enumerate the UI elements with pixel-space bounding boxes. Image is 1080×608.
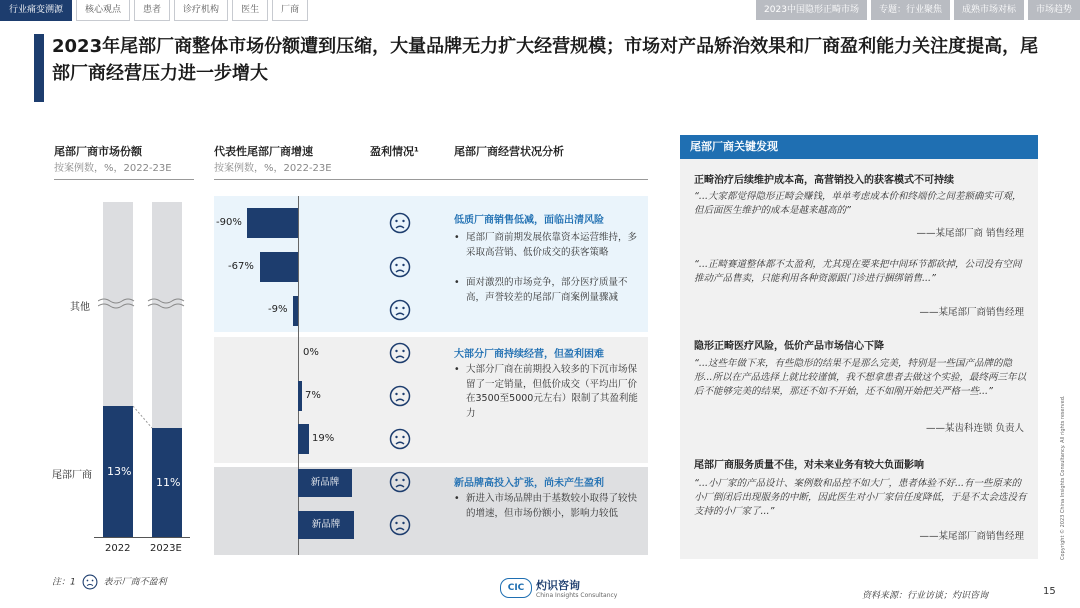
share-axis-line: [94, 537, 190, 538]
growth-chart-subtitle: 按案例数，%，2022-23E: [214, 163, 332, 174]
sad-face-icon: [389, 385, 411, 407]
growth-value: 19%: [312, 433, 335, 444]
footnote: 注：1 表示厂商不盈利: [52, 574, 167, 590]
growth-chart-title: 代表性尾部厂商增速: [214, 145, 313, 158]
growth-bar: [298, 424, 309, 454]
nav-tab-core[interactable]: 核心观点: [76, 0, 130, 21]
new-brand-bar: 新品牌: [298, 511, 354, 539]
nav-tab-clinic[interactable]: 诊疗机构: [174, 0, 228, 21]
header-divider: [214, 179, 648, 180]
new-brand-bar: 新品牌: [298, 469, 352, 497]
axis-break-icon: [98, 296, 190, 310]
analysis-bullet: • 面对激烈的市场竞争，部分医疗质量不高，声誉较差的尾部厂商案例量骤减: [454, 277, 628, 303]
logo-text: 灼识咨询: [536, 579, 580, 592]
logo-icon: CIC: [500, 578, 532, 598]
section-title-new-brand: 新品牌高投入扩张，尚未产生盈利: [454, 478, 604, 489]
sad-face-icon: [389, 471, 411, 493]
profit-column-title: 盈利情况¹: [370, 145, 419, 158]
sad-face-icon: [389, 212, 411, 234]
growth-axis-line: [298, 196, 299, 555]
page-number: 15: [1043, 586, 1056, 597]
share-other-label: 其他: [70, 302, 90, 313]
growth-bar: [247, 208, 298, 238]
sad-face-icon: [389, 514, 411, 536]
nav-tab-benchmark[interactable]: 成熟市场对标: [954, 0, 1024, 20]
sad-face-icon: [389, 428, 411, 450]
sad-face-icon: [389, 342, 411, 364]
page-title: 2023年尾部厂商整体市场份额遭到压缩，大量品牌无力扩大经营规模；市场对产品矫治效果和厂商盈利能力关注度提高，尾部厂商经营压力进一步增大: [52, 36, 1039, 84]
findings-header: 尾部厂商关键发现: [680, 135, 1038, 159]
header-divider: [54, 179, 194, 180]
copyright: Copyright © 2023 China Insights Consultancy. All rights reserved.: [1060, 395, 1066, 560]
finding-quote: “...正畸赛道整体都不太盈利，尤其现在要来把中间环节都砍掉，公司没有空间推动产品售卖，只能利用各种资源跟门诊进行捆绑销售...”: [694, 259, 1022, 284]
nav-tab-topic[interactable]: 专题：行业聚焦: [871, 0, 950, 20]
finding-title: 尾部厂商服务质量不佳，对未来业务有较大负面影响: [694, 460, 924, 471]
growth-bar: [298, 381, 302, 411]
section-title-low-quality: 低质厂商销售低减，面临出清风险: [454, 215, 604, 226]
finding-title: 隐形正畸医疗风险，低价产品市场信心下降: [694, 341, 884, 352]
finding-quote: “...大家都觉得隐形正畸会赚钱，单单考虑成本价和终端价之间差额确实可观，但后面医生维护的成本是越来越高的”: [694, 191, 1022, 216]
nav-tab-trend[interactable]: 市场趋势: [1028, 0, 1080, 20]
nav-tab-doctor[interactable]: 医生: [232, 0, 268, 21]
share-chart-subtitle: 按案例数，%，2022-23E: [54, 163, 172, 174]
analysis-bullet: • 尾部厂商前期发展依靠资本运营维持，多采取高营销、低价成交的获客策略: [454, 232, 638, 258]
finding-source: ——某尾部厂商销售经理: [919, 307, 1024, 318]
title-accent-bar: [34, 34, 44, 102]
growth-value: 7%: [305, 390, 321, 401]
finding-quote: “...小厂家的产品设计、案例数和品控不如大厂，患者体验不好...有一些原来的小厂倒闭后出现服务的中断，因此医生对小厂家信任度降低，于是不太会选没有支持的小厂家了...”: [694, 478, 1027, 517]
share-category-2023: 2023E: [150, 543, 182, 554]
sad-face-icon: [389, 256, 411, 278]
growth-value: -9%: [268, 304, 288, 315]
share-chart-title: 尾部厂商市场份额: [54, 145, 142, 158]
share-value-2022: 13%: [107, 465, 132, 478]
finding-source: ——某齿科连锁 负责人: [925, 423, 1024, 434]
share-value-2023: 11%: [156, 476, 181, 489]
share-tail-label: 尾部厂商: [52, 470, 92, 481]
share-connector-line: [133, 406, 153, 430]
finding-source: ——某尾部厂商 销售经理: [916, 228, 1024, 239]
sad-face-icon: [82, 574, 98, 590]
sad-face-icon: [389, 299, 411, 321]
source-note: 资料来源：行业访谈；灼识咨询: [862, 591, 989, 601]
section-title-continue: 大部分厂商持续经营，但盈利困难: [454, 349, 604, 360]
growth-bar: [260, 252, 298, 282]
analysis-column-title: 尾部厂商经营状况分析: [454, 145, 564, 158]
share-category-2022: 2022: [105, 543, 131, 554]
finding-source: ——某尾部厂商销售经理: [919, 531, 1024, 542]
growth-value: -90%: [216, 217, 242, 228]
logo-subtext: China Insights Consultancy: [536, 592, 618, 599]
section-nav: [0, 0, 312, 20]
growth-bar: [293, 296, 298, 326]
nav-tab-market[interactable]: 2023中国隐形正畸市场: [756, 0, 867, 20]
chapter-nav: [752, 0, 1080, 20]
analysis-bullet: • 新进入市场品牌由于基数较小取得了较快的增速，但市场份额小，影响力较低: [454, 493, 638, 519]
finding-title: 正畸治疗后续维护成本高，高营销投入的获客模式不可持续: [694, 175, 954, 186]
nav-tab-vendor[interactable]: 厂商: [272, 0, 308, 21]
growth-value: 0%: [303, 347, 319, 358]
nav-tab-origin[interactable]: 行业痛变溯源: [0, 0, 72, 21]
nav-tab-patient[interactable]: 患者: [134, 0, 170, 21]
finding-quote: “...这些年做下来，有些隐形的结果不是那么完美，特别是一些国产品牌的隐形...所以在产品选择上就比较谨慎，我不想拿患者去做这个实验，最终两三年以后不能够完美的结果，那还不如不开始，还不如刚开始把关严格一些...”: [694, 358, 1027, 397]
growth-value: -67%: [228, 261, 254, 272]
analysis-bullet: • 大部分厂商在前期投入较多的下沉市场保留了一定销量，但低价成交（平均出厂价在3500至5000元左右）限制了其盈利能力: [454, 364, 638, 419]
